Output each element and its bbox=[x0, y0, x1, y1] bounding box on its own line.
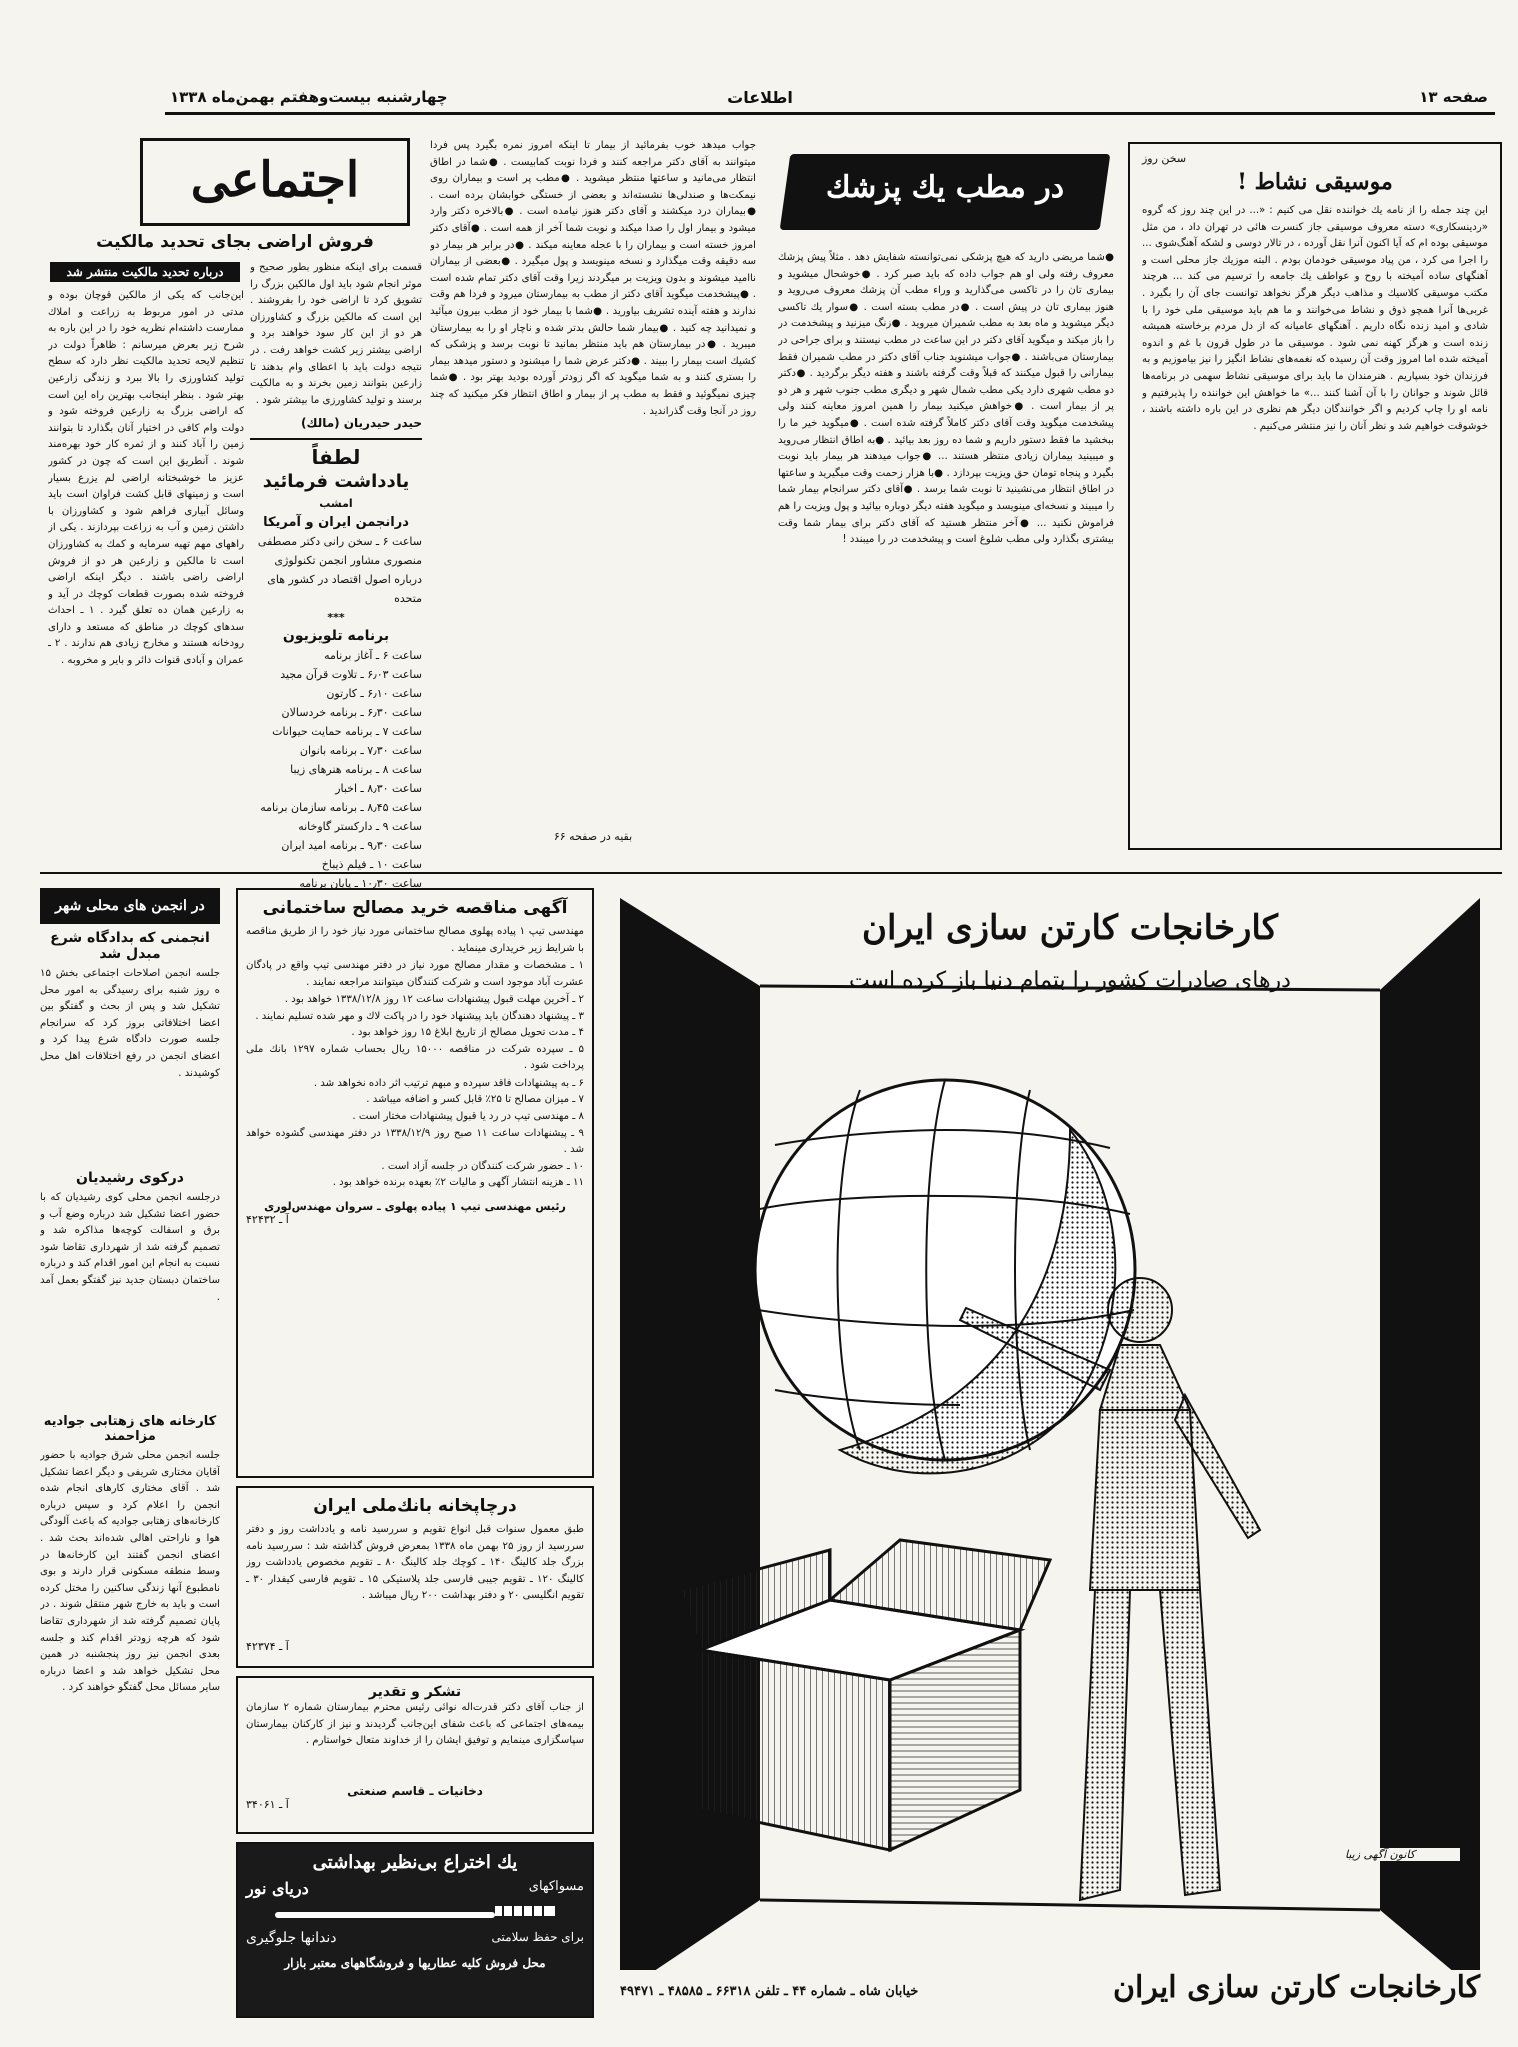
carton-title: کارخانجات کارتن سازی ایران bbox=[862, 908, 1278, 948]
clinic-body: ●شما مریضی دارید که هیچ پزشکی نمی‌توانسته شفایش دهد . مثلاً پیش پزشك معروف رفته ولی او هم جواب داده که باید صبر کرد . ●خوشحال میشوید و بیماری تان را در تاکسی می‌گذارید و وراء مطب آن پزشك معروف می‌روید و هنوز بیماری تان در پیش است . ●در مطب بسته است . ●سوار یك تاکسی دیگر میشوید و ماه بعد به مطب شمیران میروید . ●زنگ میزنید و پیشخدمت در را باز میکند و میگوید آقای دکتر در این ساعت در مطب نیستند و برای جراحی در بیمارستان می‌باشند . ●جواب میشنوید جناب آقای دکتر در مطب شمیران فقط بیمارانی را قبول میکنند که قبلاً وقت گرفته باشند و هفته دیگر برگردید . ●دکتر دو مطب شهری دارد یکی مطب شمال شهر و دیگری مطب جنوب شهر و هر دو پر از بیمار است . ●خواهش میکنید بیمار را همین امروز معاینه کنند ولی پیشخدمت میگوید وقت آقای دکتر کاملاً گرفته شده است . ●میگوید خیر ما را ببخشید ما فقط دستور داریم و شما ده روز بعد بیائید . ●به اطاق انتظار می‌روید و میبینید بیماران زیادی منتظر هستند ... ●جواب میدهند هر بیمار باید نوبت بگیرد و پنجاه تومان حق ویزیت بپردازد . ●با هزار زحمت وقت میگیرید و ساعتها در اطاق انتظار می‌نشینید تا نوبت شما برسد . ●آقای دکتر سرانجام بیمار شما را میبیند و نسخه‌ای مینویسد و میگوید هفته دیگر دوباره بیائید و پول ویزیت را هم فراموش نکنید ... ●آخر منتظر هستید که آقای دکتر برای بیمار شما وقت بیشتری بگذارد ولی مطب شلوغ است و پیشخدمت در را میبندد ! bbox=[778, 252, 1114, 546]
tv-show-line: درباره اصول اقتصاد در کشور های متحده bbox=[267, 573, 422, 605]
local-body: درجلسه انجمن محلی کوی رشیدیان که با حضور اعضا تشکیل شد درباره وضع آب و برق و اسفالت کوچه‌ها مذاکره شد و تصمیم گرفته شد از شهرداری تقاضا شود نسبت به انجام این امور اقدام کند و درباره ساختمان دبستان جدید نیز گفتگو بعمل آمد . bbox=[40, 1192, 220, 1303]
tender-signature: رئیس مهندسی تیپ ۱ پیاده پهلوی ـ سروان مهندس‌لوری bbox=[264, 1199, 566, 1213]
tv-show-title: درانجمن ایران و آمریکا bbox=[263, 515, 409, 530]
toothbrush-ad bbox=[236, 1842, 594, 2018]
tender-item: ۸ ـ مهندسی تیپ در رد یا قبول پیشنهادات مختار است . bbox=[352, 1110, 584, 1122]
social-divider bbox=[250, 438, 422, 440]
tv-program-item: ساعت ۷ ـ برنامه حمایت حیوانات bbox=[272, 725, 422, 738]
tv-program-item: ساعت ۸٫۳۰ ـ اخبار bbox=[335, 782, 422, 795]
tv-program-item: ساعت ۱۰٫۳۰ ـ پایان برنامه bbox=[299, 877, 422, 890]
local-headline: درکوی رشیدیان bbox=[76, 1170, 184, 1186]
carton-artist: کانون آگهی زیبا bbox=[1300, 1848, 1460, 1861]
tv-stars: *** bbox=[327, 611, 345, 624]
local-body: جلسه انجمن محلی شرق جوادیه با حضور آقایان مختاری شریفی و دیگر اعضا تشکیل شد . آقای مختاری کارهای انجام شده انجمن را اعلام کرد و سپس درباره کارخانه‌های زهتابی جوادیه که باعث آلودگی هوا و ناراحتی اهالی شده‌اند بحث شد . اعضای انجمن گفتند این کارخانه‌ها در وسط منطقه مسکونی قرار دارند و بوی نامطبوع آنها زندگی ساکنین را مختل کرده است و باید به خارج شهر منتقل شوند . در پایان تصمیم گرفته شد از شهرداری تقاضا شود که هرچه زودتر اقدام کند و جلسه بعدی انجمن نیز روز پنجشنبه در همین محل تشکیل خواهد شد و اعضا درباره سایر مسائل محل گفتگو خواهند کرد . bbox=[40, 1450, 220, 1694]
toothbrush-text: دندانها جلوگیری bbox=[246, 1930, 337, 1946]
local-headline: انجمنی که بدادگاه شرع مبدل شد bbox=[50, 930, 210, 962]
social-column bbox=[40, 130, 425, 890]
thanks-body: از جناب آقای دکتر قدرت‌اله نوائی رئیس محترم بیمارستان شماره ۲ سازمان بیمه‌های اجتماعی که باعث شفای این‌جانب گردیدند و نیز از کارکنان بیمارستان سپاسگزاری مینمایم و توفیق ایشان را از خداوند متعال خواستارم . bbox=[246, 1702, 584, 1747]
music-title: موسیقی نشاط ! bbox=[1237, 169, 1393, 195]
social-banner: اجتماعی bbox=[190, 152, 360, 208]
tv-program-item: ساعت ۶٫۰۳ ـ تلاوت قرآن مجید bbox=[280, 668, 422, 681]
tv-program-item: ساعت ۶٫۳۰ ـ برنامه خردسالان bbox=[281, 706, 422, 719]
newspaper-name: اطلاعات bbox=[727, 88, 793, 107]
thanks-title: تشکر و تقدیر bbox=[368, 1684, 462, 1700]
music-column bbox=[1128, 142, 1502, 850]
clinic-title: در مطب یك پزشك bbox=[825, 170, 1065, 205]
door-frame bbox=[620, 898, 1480, 1994]
bank-ad bbox=[236, 1486, 594, 1668]
tender-item: ۲ ـ آخرین مهلت قبول پیشنهادات ساعت ۱۲ روز ۱۳۳۸/۱۲/۸ خواهد بود . bbox=[284, 994, 584, 1005]
tender-item: ۱۰ ـ حضور شرکت کنندگان در جلسه آزاد است . bbox=[381, 1160, 584, 1172]
music-kicker: سخن روز bbox=[1142, 152, 1187, 165]
tender-item: ۴ ـ مدت تحویل مصالح از تاریخ ابلاغ ۱۵ روز خواهد بود . bbox=[351, 1027, 584, 1039]
tv-program-item: ساعت ۹ ـ دارکستر گاوخانه bbox=[298, 820, 422, 833]
toothbrush-text: برای حفظ سلامتی bbox=[491, 1930, 584, 1944]
local-headline: کارخانه های زهتابی جوادیه مزاحمند bbox=[43, 1414, 217, 1444]
tv-subheading: یادداشت فرمائید bbox=[262, 471, 410, 492]
social-subhead: درباره تحدید مالکیت منتشر شد bbox=[50, 262, 240, 282]
social-body-a: قسمت برای اینکه منظور بطور صحیح و موثر انجام شود باید اول مالکین بزرگ را تشویق کرد تا اراضی خود را بفروشند . این است که مالکین بزرگ و کشاورزان هر دو از این کار سود خواهند برد و اراضی بیشتر زیر کشت خواهد رفت . در نتیجه دولت باید با اعطای وام بدهند تا زارعین بتوانند زمین بخرند و به مالکیت برسند و تولید کشاورزی ما بیشتر شود . bbox=[250, 262, 422, 406]
carton-footer-name: کارخانجات کارتن سازی ایران bbox=[1113, 1970, 1480, 2005]
carton-ad bbox=[600, 890, 1502, 2030]
local-councils-column bbox=[40, 888, 220, 2018]
header-rule bbox=[165, 112, 1495, 115]
toothbrush-icon bbox=[265, 1902, 565, 1926]
tender-ad bbox=[236, 888, 594, 1478]
tender-title: آگهی مناقصه خرید مصالح ساختمانی bbox=[262, 898, 568, 918]
tv-program-item: ساعت ۸ ـ برنامه هنرهای زیبا bbox=[290, 763, 422, 776]
globe bbox=[755, 1080, 1135, 1473]
tv-program-item: ساعت ۶٫۱۰ ـ کارتون bbox=[326, 687, 422, 700]
tv-program-item: ساعت ۶ ـ آغاز برنامه bbox=[324, 649, 422, 662]
bank-body: طبق معمول سنوات قبل انواع تقویم و سررسید نامه و یادداشت روز و دفتر سررسید از روز ۲۵ بهمن ماه ۱۳۳۸ بمعرض فروش گذاشته شد : سررسید نامه بزرگ جلد کالینگ ۱۴۰ ـ کوچك جلد کالینگ ۸۰ ـ تقویم مخصوص یادداشت روز کالینگ ۱۲۰ ـ تقویم جیبی فارسی جلد پلاستیکی ۱۵ ـ تقویم فارسی کیفدار ۳۰ ـ تقویم انگلیسی ۲۰ و دفتر بهداشت ۲۰۰ ریال میباشد . bbox=[246, 1524, 584, 1602]
tender-item: ۹ ـ پیشنهادات ساعت ۱۱ صبح روز ۱۳۳۸/۱۲/۹ در دفتر مهندسی گشوده خواهد شد . bbox=[246, 1127, 584, 1156]
tv-program-item: ساعت ۷٫۳۰ ـ برنامه بانوان bbox=[299, 744, 422, 757]
tv-program-title: برنامه تلویزیون bbox=[282, 628, 390, 644]
toothbrush-sale-location: محل فروش کلیه عطاریها و فروشگاههای معتبر بازار bbox=[284, 1956, 546, 1970]
tv-program-item: ساعت ۹٫۳۰ ـ برنامه امید ایران bbox=[281, 839, 422, 852]
page-number: صفحه ۱۳ bbox=[1419, 88, 1488, 106]
tender-item: ۵ ـ سپرده شرکت در مناقصه ۱۵۰۰۰ ریال بحساب شماره ۱۲۹۷ بانك ملی پرداخت شود . bbox=[246, 1043, 584, 1072]
tv-show-line: ساعت ۶ ـ سخن رانی دکتر مصطفی منصوری مشاور انجمن تکنولوژی bbox=[257, 535, 422, 567]
toothbrush-text: مسواکهای bbox=[528, 1879, 584, 1894]
carton-box bbox=[680, 1540, 1050, 1850]
tender-item: ۶ ـ به پیشنهادات فاقد سپرده و مبهم ترتیب اثر داده نخواهد شد . bbox=[313, 1077, 584, 1089]
carton-slogan: درهای صادرات کشور را بتمام دنیا باز کرده است bbox=[849, 968, 1291, 993]
social-signature: حیدر حیدریان (مالك) bbox=[301, 416, 422, 430]
social-body-b: این‌جانب که یکی از مالکین قوچان بوده و مدتی در امور مربوط به زراعت و املاك ممارست داشته‌ام نظریه خود را در این باره به شرح زیر بعرض میرسانم : ظاهراً دولت در تنظیم لایحه تحدید مالکیت نظر دارد که سطح تولید کشاورزی را بالا ببرد و زندگی زارعین بهتر شود . بنظر اینجانب بهترین راه این است که اراضی بزرگ به زارعین فروخته شود و دولت وام کافی در اختیار آنان بگذارد تا بتوانند زمین را آباد کنند و از ثمره کار خود بهره‌مند شوند . آنطریق این است که چون در کشور عزیز ما خوشبختانه اراضی لم یزرع بسیار است و زمینهای قابل کشت فراوان است باید وسائل آبیاری فراهم شود و کشاورزان با داشتن زمین و آب به زراعت بپردازند . یکی از راههای مهم تهیه سرمایه و کمك به کشاورزان است تا مالکین و زارعین هر دو از فروش اراضی راضی باشند . دیگر اینکه اراضی فروخته شده بصورت قطعات کوچك در آید و به زارعین همان ده تعلق گیرد . ۱ ـ احداث سدهای کوچك در مناطق که مستعد و دارای رودخانه هستند و مخارج زیادی هم ندارند . ۲ ـ عمران و آبادی قنوات دائر و بایر و مخروبه . bbox=[48, 290, 244, 667]
tv-tonight: امشب bbox=[319, 497, 353, 510]
thanks-code: آ ـ ۳۴۰۶۱ bbox=[246, 1798, 289, 1811]
tv-listings bbox=[250, 444, 422, 890]
tender-item: ۱۱ ـ هزینه انتشار آگهی و مالیات ۲٪ بعهده برنده خواهد بود . bbox=[332, 1177, 584, 1189]
local-body: جلسه انجمن اصلاحات اجتماعی بخش ۱۵ ه روز شنبه برای رسیدگی به امور محل تشکیل شد و پس از بحث و گفتگو بین اعضا اختلافاتی بروز کرد که سرانجام جلسه صورت دادگاه شرع پیدا کرد و اعضای انجمن در رفع اختلافات اهل محل کوشیدند . bbox=[40, 968, 220, 1079]
tender-code: آ ـ ۴۲۴۳۲ bbox=[246, 1212, 289, 1226]
clinic-column bbox=[770, 142, 1120, 850]
bank-title: درچاپخانه بانك‌ملی ایران bbox=[313, 1496, 517, 1516]
clinic-cont-body: جواب میدهد خوب بفرمائید از بیمار تا اینکه امروز نمره بگیرد پس فردا میتوانند به آقای دکتر مراجعه کنند و فردا نوبت کمابیست . ●شما در اطاق انتظار می‌مانید و ساعتها منتظر میشوید . ●مطب پر است و بیماران روی نیمکت‌ها و صندلی‌ها نشسته‌اند و بعضی از خستگی خوابشان برده است . ●بیماران درد میکشند و آقای دکتر هنوز نیامده است . ●بالاخره دکتر وارد میشود و بیمار اول را صدا میکند و نوبت شما آخر از همه است . ●آقای دکتر امروز خسته است و بیماران را با عجله معاینه میکند . ●در برابر هر بیمار دو سه دقیقه وقت میگذارد و نسخه مینویسد و پول میگیرد . ●بعضی از بیماران ناامید میشوند و بدون ویزیت بر میگردند زیرا وقت آقای دکتر تمام شده است . ●پیشخدمت میگوید آقای دکتر از مطب به بیمارستان میرود و فردا هم وقت ندارند و هفته آینده تشریف بیاورید . ●شما با بیمار خود از مطب بیرون میآئید و نمیدانید چه کنید . ●بیمار شما حالش بدتر شده و ناچار او را به بیمارستان میبرید . ●در بیمارستان هم باید منتظر بمانید تا نوبت برسد و پزشکی که کشیك است بیمار را ببیند . ●دکتر عرض شما را میشنود و دستور میدهد بیمار را بستری کنند و به شما میگوید که اگر زودتر آورده بودید بهتر بود . ●شما چیزی نمیگوئید و فقط به مطب پر از بیمار و اطاق انتظار فکر میکنید که چند روز در آنجا وقت گذراندید . bbox=[430, 140, 756, 417]
thanks-ad bbox=[236, 1676, 594, 1834]
tender-item: ۷ ـ میزان مصالح تا ۲۵٪ قابل کسر و اضافه میباشد . bbox=[366, 1094, 584, 1106]
mid-page-rule bbox=[40, 872, 1502, 874]
thanks-signature: دخانیات ـ قاسم صنعتی bbox=[347, 1784, 483, 1798]
bank-code: آ ـ ۴۲۳۷۴ bbox=[246, 1640, 289, 1653]
local-banner: در انجمن های محلی شهر bbox=[40, 888, 220, 924]
toothbrush-brand: دریای نور bbox=[246, 1879, 309, 1898]
tender-intro: مهندسی تیپ ۱ پیاده پهلوی مصالح ساختمانی مورد نیاز خود را از طریق مناقصه با شرایط زیر خریداری مینماید . bbox=[246, 926, 584, 954]
tender-item: ۱ ـ مشخصات و مقدار مصالح مورد نیاز در دفتر مهندسی تیپ واقع در پادگان عشرت آباد موجود است و شرکت کنندگان میتوانند مراجعه نمایند . bbox=[246, 960, 584, 988]
social-headline: فروش اراضی بجای تحدید مالکیت bbox=[96, 232, 374, 252]
toothbrush-headline: یك اختراع بی‌نظیر بهداشتی bbox=[312, 1852, 518, 1873]
issue-date: چهارشنبه بیست‌وهفتم بهمن‌ماه ۱۳۳۸ bbox=[170, 88, 448, 106]
carton-footer-address: خیابان شاه ـ شماره ۴۴ ـ تلفن ۶۶۳۱۸ ـ ۴۸۵۸۵ ـ ۴۹۴۷۱ bbox=[620, 1984, 919, 1999]
tv-program-item: ساعت ۸٫۴۵ ـ برنامه سازمان برنامه bbox=[260, 801, 422, 814]
tv-program-item: ساعت ۱۰ ـ فیلم ذیباخ bbox=[321, 858, 422, 871]
music-body: این چند جمله را از نامه یك خواننده نقل می کنیم : «... در این چند روز که گروه «ردینسکاری» دسته معروف موسیقی جاز کنسرت هائی در تهران داد ، من مثل موسیقی بوده ام که آیا اکنون آنرا نقل آورده ، در تالار دوسی و لشکه آهنگ‌شوی ... را اجرا می کرد ، من پیاد موسیقی خودمان بودم . البته موزیك جاز محلی است و آهنگهای ساده آمیخته با روح و عواطف یك جامعه را ترسیم می کند ... هرچند مکتب موسیقی کلاسیك و مذاهب دیگر هرگز نخواهد توانست جای آن را بگیرد . غربی‌ها آنرا همچو ذوق و نشاط می‌خوانند و ما هم باید موسیقی ملی خود را با شادی و امید زنده نگاه داریم . آهنگهای عامیانه که از دل مردم برخاسته همیشه زنده است و هرگز کهنه نمی شود . موسیقی ما در طول قرون با غم و اندوه آمیخته شده اما امروز وقت آن رسیده که نغمه‌های نشاط انگیز را نیز بیاموزیم و به فرزندان خود بسپاریم . هنرمندان ما باید برای موسیقی نشاط سهمی در برنامه‌ها قائل شوند و جوانان را با آن آشنا کنند ...» ما خواهش این خواننده را پذیرفتیم و نامه او را چاپ کردیم و اگر خوانندگان دیگر هم نظری در این باره داشته باشند ، خوشوقت خواهیم شد و نظر آنان را نیز منتشر می‌کنیم . bbox=[1142, 205, 1488, 432]
clinic-continued-note: بقیه در صفحه ۶۶ bbox=[553, 830, 633, 843]
clinic-cont-column bbox=[430, 130, 760, 850]
tender-item: ۳ ـ پیشنهاد دهندگان باید پیشنهاد خود را در پاکت لاك و مهر شده تسلیم نمایند . bbox=[255, 1010, 584, 1022]
tv-heading: لطفاً bbox=[311, 445, 361, 469]
